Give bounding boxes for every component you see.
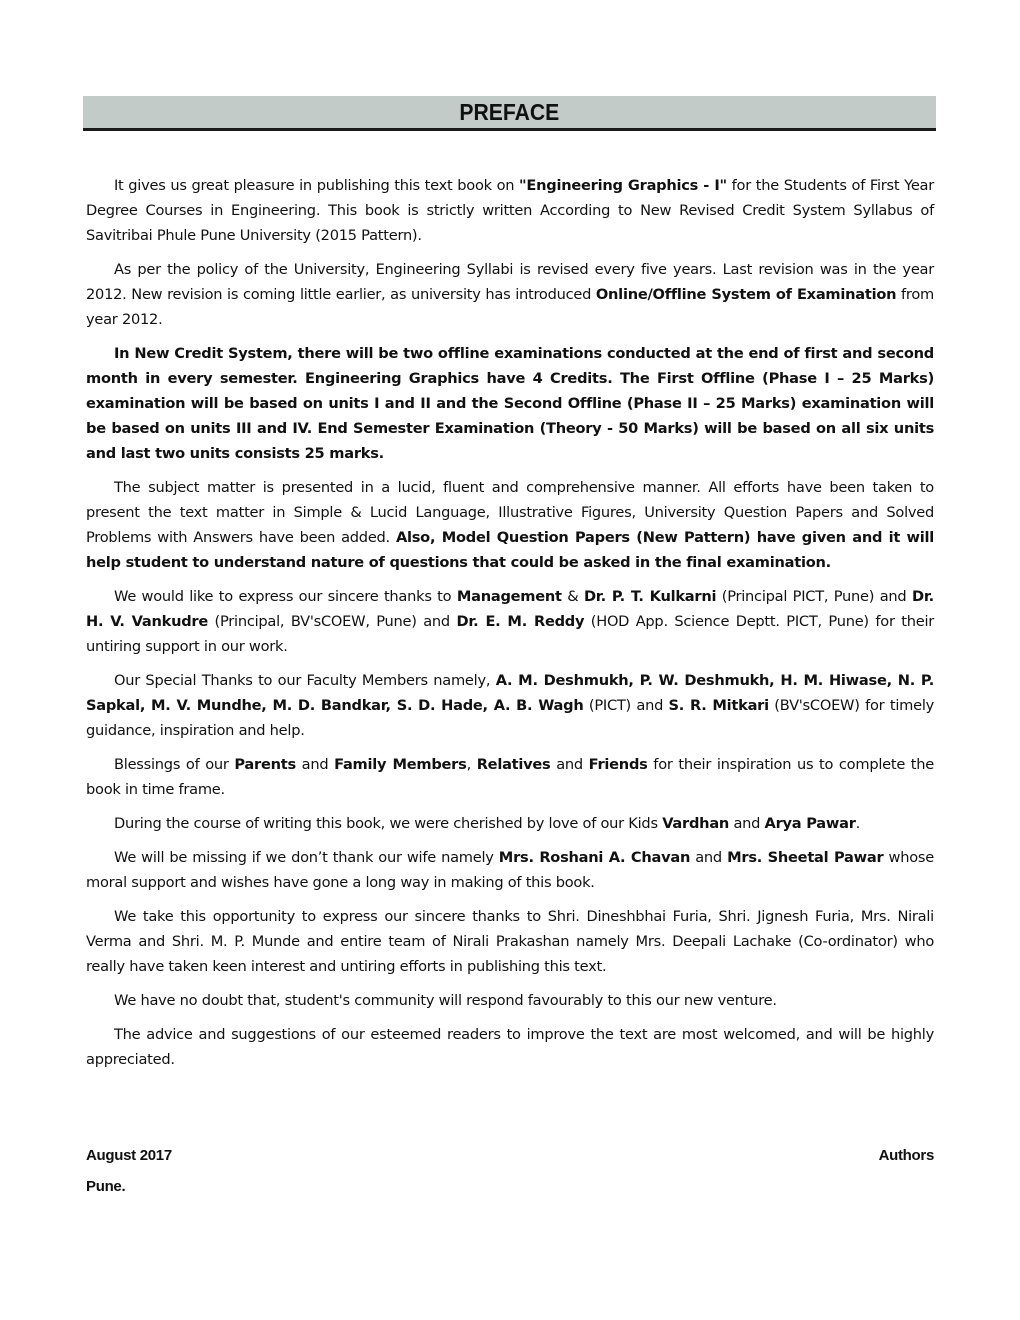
paragraph-syllabus-revision [86, 257, 934, 332]
text-run: It gives us great pleasure in publishing this text book on [114, 177, 520, 194]
text-run: The subject matter is presented in a lucid, fluent and comprehensive manner. All efforts have been taken to present the text matter in Simple & Lucid Language, Illustrative Figures, University Question Papers and Solved Problems with Answers have been added. [86, 479, 934, 546]
bold-text-run: Dr. E. M. Reddy [456, 613, 585, 630]
paragraph-publication-intro [86, 173, 934, 248]
signature-date: August 2017 [86, 1147, 172, 1164]
text-run: , [466, 756, 477, 773]
text-run: Our Special Thanks to our Faculty Members namely, [114, 672, 496, 689]
bold-text-run: Friends [588, 756, 648, 773]
text-run: and [729, 815, 765, 832]
text-run: & [561, 588, 584, 605]
text-run: We have no doubt that, student's community will respond favourably to this our new venture. [114, 992, 777, 1009]
text-run: . [855, 815, 861, 832]
text-run: for their inspiration us to complete the book in time frame. [86, 756, 934, 798]
text-run: (PICT) and [583, 697, 669, 714]
paragraph-wives [86, 845, 934, 895]
bold-text-run: Management [456, 588, 562, 605]
text-run: We will be missing if we don’t thank our wife namely [114, 849, 499, 866]
bold-text-run: Parents [234, 756, 296, 773]
paragraph-suggestions [86, 1022, 934, 1072]
text-run: During the course of writing this book, we were cherished by love of our Kids [114, 815, 663, 832]
paragraph-community [86, 988, 934, 1013]
paragraph-subject-matter [86, 475, 934, 575]
bold-text-run: Vardhan [662, 815, 730, 832]
text-run: from year 2012. [86, 286, 934, 328]
bold-text-run: Arya Pawar [764, 815, 856, 832]
text-run: As per the policy of the University, Engineering Syllabi is revised every five years. Last revision was in the year 2012. New revision is coming little earlier, as university has introduced [86, 261, 934, 303]
text-run: We take this opportunity to express our sincere thanks to Shri. Dineshbhai Furia, Shri. Jignesh Furia, Mrs. Nirali Verma and Shri. M. P. Munde and entire team of Nirali Prakashan namely Mrs. Deepali Lachake (Co-ordinator) who really have taken keen interest and untiring efforts in publishing this text. [86, 908, 934, 975]
bold-text-run: Relatives [476, 756, 551, 773]
text-run: We would like to express our sincere thanks to [114, 588, 457, 605]
text-run: (Principal, BV'sCOEW, Pune) and [208, 613, 457, 630]
page-title: PREFACE [459, 98, 560, 125]
bold-text-run: Family Members [334, 756, 467, 773]
bold-text-run: Mrs. Roshani A. Chavan [498, 849, 691, 866]
bold-text-run: In New Credit System, there will be two offline examinations conducted at the end of first and second month in every semester. Engineering Graphics have 4 Credits. The First Offline (Phase I – 25 Marks) examination will be based on units I and II and the Second Offline (Phase II – 25 Marks) examination will be based on units III and IV. End Semester Examination (Theory - 50 Marks) will be based on all six units and last two units consists 25 marks. [86, 345, 934, 462]
bold-text-run: Also, Model Question Papers (New Pattern) have given and it will help student to understand nature of questions that could be asked in the final examination. [86, 529, 935, 571]
signature-place-row [86, 1178, 934, 1195]
paragraph-thanks-publisher [86, 904, 934, 979]
text-run: and [295, 756, 335, 773]
text-run: (HOD App. Science Deptt. PICT, Pune) for their untiring support in our work. [86, 613, 934, 655]
text-run: (BV'sCOEW) for timely guidance, inspiration and help. [86, 697, 935, 739]
paragraph-thanks-faculty [86, 668, 934, 743]
text-run: whose moral support and wishes have gone a long way in making of this book. [86, 849, 934, 891]
text-run: Blessings of our [114, 756, 235, 773]
signature-authors: Authors [878, 1147, 934, 1164]
text-run: The advice and suggestions of our esteemed readers to improve the text are most welcomed, and will be highly appreciated. [86, 1026, 934, 1068]
text-run: for the Students of First Year Degree Courses in Engineering. This book is strictly written According to New Revised Credit System Syllabus of Savitribai Phule Pune University (2015 Pattern). [86, 177, 935, 244]
title-bar [83, 96, 936, 131]
bold-text-run: Online/Offline System of Examination [595, 286, 897, 303]
text-run: (Principal PICT, Pune) and [716, 588, 912, 605]
paragraph-thanks-management [86, 584, 934, 659]
bold-text-run: Dr. P. T. Kulkarni [583, 588, 717, 605]
preface-body [86, 173, 934, 1081]
signature-place: Pune. [86, 1178, 126, 1195]
bold-text-run: Mrs. Sheetal Pawar [727, 849, 884, 866]
paragraph-credit-system [86, 341, 934, 466]
bold-text-run: "Engineering Graphics - I" [519, 177, 727, 194]
bold-text-run: S. R. Mitkari [668, 697, 769, 714]
text-run: and [690, 849, 728, 866]
signature-row [86, 1147, 934, 1164]
paragraph-blessings-family [86, 752, 934, 802]
paragraph-kids [86, 811, 934, 836]
bold-text-run: A. M. Deshmukh, P. W. Deshmukh, H. M. Hiwase, N. P. Sapkal, M. V. Mundhe, M. D. Bandkar, S. D. Hade, A. B. Wagh [86, 672, 934, 714]
text-run: and [550, 756, 589, 773]
bold-text-run: Dr. H. V. Vankudre [86, 588, 934, 630]
